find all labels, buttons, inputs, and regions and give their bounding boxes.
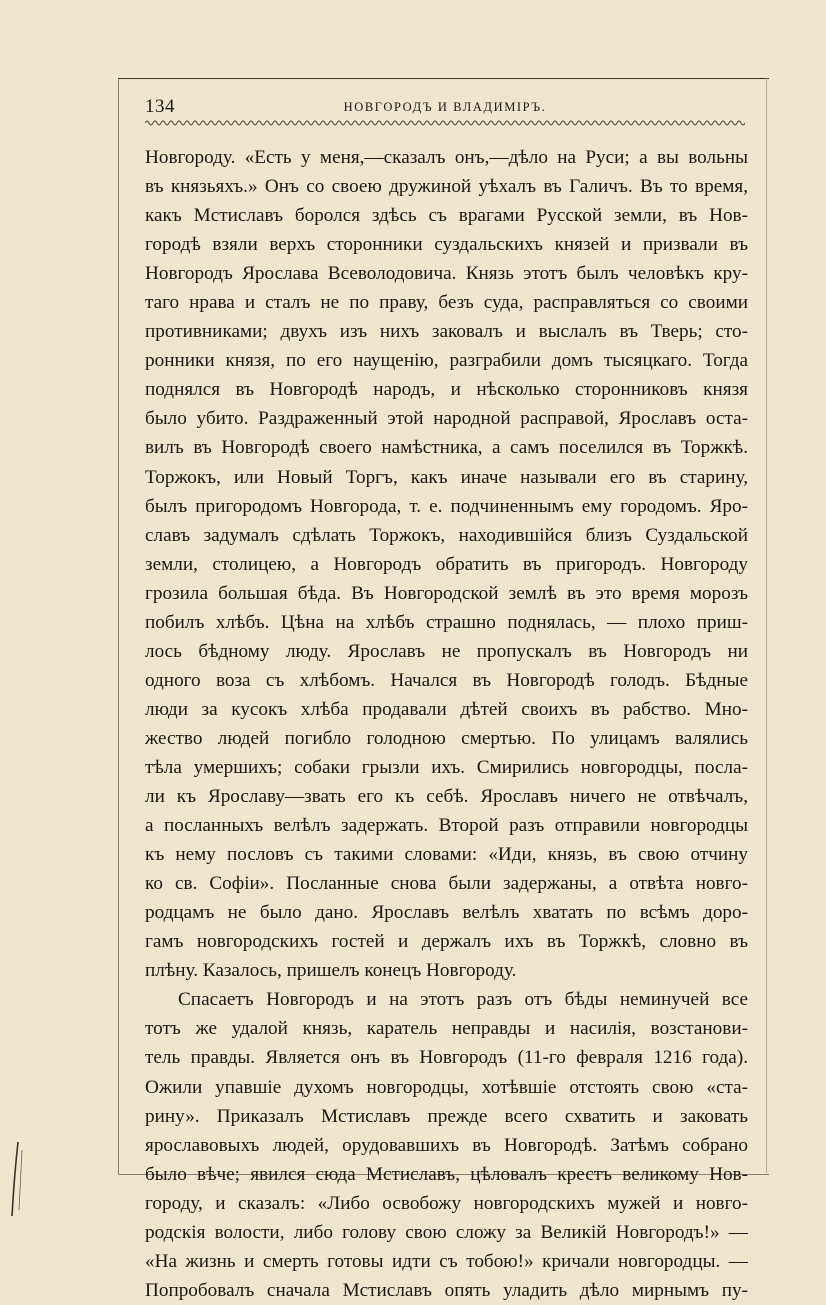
text-line: побилъ хлѣбъ. Цѣна на хлѣбъ страшно поднялась, — плохо приш- [145, 611, 748, 633]
text-line: гамъ новгородскихъ гостей и держалъ ихъ въ Торжкѣ, словно въ [145, 931, 748, 953]
text-line: Ожили упавшіе духомъ новгородцы, хотѣвшіе отстоять свою «ста- [145, 1076, 748, 1098]
text-line: поднялся въ Новгородѣ народъ, и нѣсколько сторонниковъ князя [145, 379, 748, 401]
text-line: Новгородъ Ярослава Всеволодовича. Князь этотъ былъ человѣкъ кру- [145, 263, 748, 285]
text-line: ли къ Ярославу—звать его къ себѣ. Ярославъ ничего не отвѣчалъ, [145, 786, 748, 808]
text-line: въ князьяхъ.» Онъ со своею дружиной уѣхалъ въ Галичъ. Въ то время, [145, 176, 748, 198]
text-line: былъ пригородомъ Новгорода, т. е. подчиненнымъ ему городомъ. Яро- [145, 495, 748, 517]
text-line: вилъ въ Новгородѣ своего намѣстника, а самъ поселился въ Торжкѣ. [145, 437, 748, 459]
text-line: родскія волости, либо голову свою сложу за Великій Новгородъ!» — [145, 1221, 748, 1243]
margin-pencil-mark [4, 1140, 26, 1220]
text-line: какъ Мстиславъ боролся здѣсь съ врагами Русской земли, въ Нов- [145, 205, 748, 227]
text-line: тѣла умершихъ; собаки грызли ихъ. Смирились новгородцы, посла- [145, 756, 748, 778]
text-line: рину». Приказалъ Мстиславъ прежде всего схватить и заковать [145, 1105, 748, 1127]
text-line: было вѣче; явился сюда Мстиславъ, цѣловалъ крестъ великому Нов- [145, 1163, 748, 1185]
text-line: ярославовыхъ людей, орудовавшихъ въ Новгородѣ. Затѣмъ собрано [145, 1134, 748, 1156]
text-line: Спасаетъ Новгородъ и на этотъ разъ отъ бѣды неминучей все [178, 989, 748, 1011]
text-line: Попробовалъ сначала Мстиславъ опять уладить дѣло мирнымъ пу- [145, 1279, 748, 1301]
text-line: родцамъ не было дано. Ярославъ велѣлъ хватать по всѣмъ доро- [145, 902, 748, 924]
text-line: одного воза съ хлѣбомъ. Начался въ Новгородѣ голодъ. Бѣдные [145, 669, 748, 691]
text-line: Торжокъ, или Новый Торгъ, какъ иначе называли его въ старину, [145, 466, 748, 488]
text-line: таго нрава и сталъ не по праву, безъ суда, расправляться со своими [145, 292, 748, 314]
page-number: 134 [145, 96, 175, 117]
page-edge-rule [766, 78, 767, 1173]
body-text [145, 143, 748, 1305]
text-line: Новгороду. «Есть у меня,—сказалъ онъ,—дѣло на Руси; а вы вольны [145, 147, 748, 168]
text-line: было убито. Раздраженный этой народной расправой, Ярославъ оста- [145, 408, 748, 430]
text-line: плѣну. Казалось, пришелъ конецъ Новгороду. [145, 960, 517, 982]
text-line: а посланныхъ велѣлъ задержать. Второй разъ отправили новгородцы [145, 815, 748, 837]
text-line: ронники князя, по его наущенію, разграбили домъ тысяцкаго. Тогда [145, 350, 748, 372]
text-line: жество людей погибло голодною смертью. По улицамъ валялись [145, 727, 748, 749]
text-line: городу, и сказалъ: «Либо освобожу новгородскихъ мужей и новго- [145, 1192, 748, 1214]
running-title: НОВГОРОДЪ И ВЛАДИМІРЪ. [343, 100, 547, 114]
text-line: грозила большая бѣда. Въ Новгородской землѣ въ это время морозъ [145, 582, 748, 604]
text-line: люди за кусокъ хлѣба продавали дѣтей своихъ въ рабство. Мно- [145, 698, 748, 720]
header-ornament [145, 118, 745, 128]
text-line: лось бѣдному люду. Ярославъ не пропускалъ въ Новгородъ ни [145, 640, 748, 662]
text-line: тель правды. Является онъ въ Новгородъ (11-го февраля 1216 года). [145, 1047, 748, 1069]
text-line: земли, столицею, а Новгородъ обратить въ пригородъ. Новгороду [145, 553, 748, 575]
text-line: «На жизнь и смерть готовы идти съ тобою!» кричали новгородцы. — [145, 1250, 748, 1272]
text-line: ко св. Софіи». Посланные снова были задержаны, а отвѣта новго- [145, 873, 748, 895]
text-line: славъ задумалъ сдѣлать Торжокъ, находившійся близъ Суздальской [145, 524, 748, 546]
text-line: городѣ взяли верхъ сторонники суздальскихъ князей и призвали въ [145, 234, 748, 256]
text-line: противниками; двухъ изъ нихъ заковалъ и выслалъ въ Тверь; сто- [145, 321, 748, 343]
text-line: тотъ же удалой князь, каратель неправды и насилія, возстанови- [145, 1018, 748, 1040]
text-line: къ нему пословъ съ такими словами: «Иди, князь, въ свою отчину [145, 844, 748, 866]
